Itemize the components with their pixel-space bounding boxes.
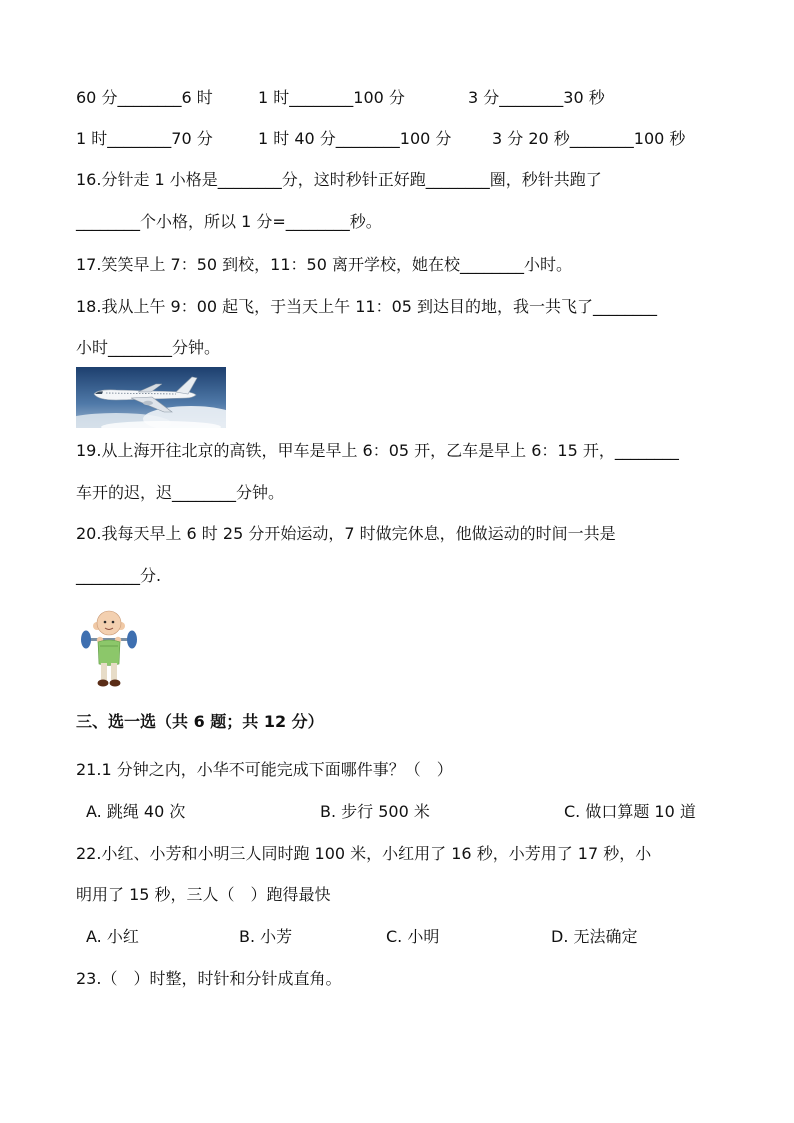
conversion-item: 1 时 40 分________100 分 <box>258 129 452 148</box>
question-18-line1: 18.我从上午 9：00 起飞，于当天上午 11：05 到达目的地，我一共飞了________ <box>76 297 658 316</box>
airplane-photo <box>76 367 226 428</box>
section-heading: 三、选一选（共 6 题；共 12 分） <box>76 712 324 731</box>
option-c: C. 做口算题 10 道 <box>564 802 696 821</box>
question-16-line2: ________个小格，所以 1 分=________秒。 <box>76 212 382 231</box>
option-a: A. 小红 <box>86 927 139 946</box>
question-18-line2: 小时________分钟。 <box>76 338 221 357</box>
option-c: C. 小明 <box>386 927 440 946</box>
conversion-item: 3 分 20 秒________100 秒 <box>492 129 686 148</box>
conversion-item: 1 时________100 分 <box>258 88 405 107</box>
question-19-line1: 19.从上海开往北京的高铁，甲车是早上 6：05 开，乙车是早上 6：15 开，________ <box>76 441 679 460</box>
option-d: D. 无法确定 <box>551 927 638 946</box>
conversion-item: 1 时________70 分 <box>76 129 213 148</box>
option-b: B. 小芳 <box>239 927 293 946</box>
option-b: B. 步行 500 米 <box>320 802 430 821</box>
question-20-line1: 20.我每天早上 6 时 25 分开始运动，7 时做完休息，他做运动的时间一共是 <box>76 524 616 543</box>
option-a: A. 跳绳 40 次 <box>86 802 186 821</box>
question-23: 23.（ ）时整，时针和分针成直角。 <box>76 969 342 988</box>
question-19-line2: 车开的迟，迟________分钟。 <box>76 483 285 502</box>
question-17: 17.笑笑早上 7：50 到校，11：50 离开学校，她在校________小时。 <box>76 255 572 274</box>
question-22-line2: 明用了 15 秒，三人（ ）跑得最快 <box>76 885 331 904</box>
conversion-item: 3 分________30 秒 <box>468 88 605 107</box>
question-16-line1: 16.分针走 1 小格是________分，这时秒针正好跑________圈，秒针共跑了 <box>76 170 602 189</box>
question-22-line1: 22.小红、小芳和小明三人同时跑 100 米，小红用了 16 秒，小芳用了 17 秒，小 <box>76 844 652 863</box>
question-20-line2: ________分. <box>76 566 162 585</box>
conversion-item: 60 分________6 时 <box>76 88 213 107</box>
weightlifter-figure <box>78 606 140 690</box>
question-21: 21.1 分钟之内，小华不可能完成下面哪件事？（ ） <box>76 760 453 779</box>
